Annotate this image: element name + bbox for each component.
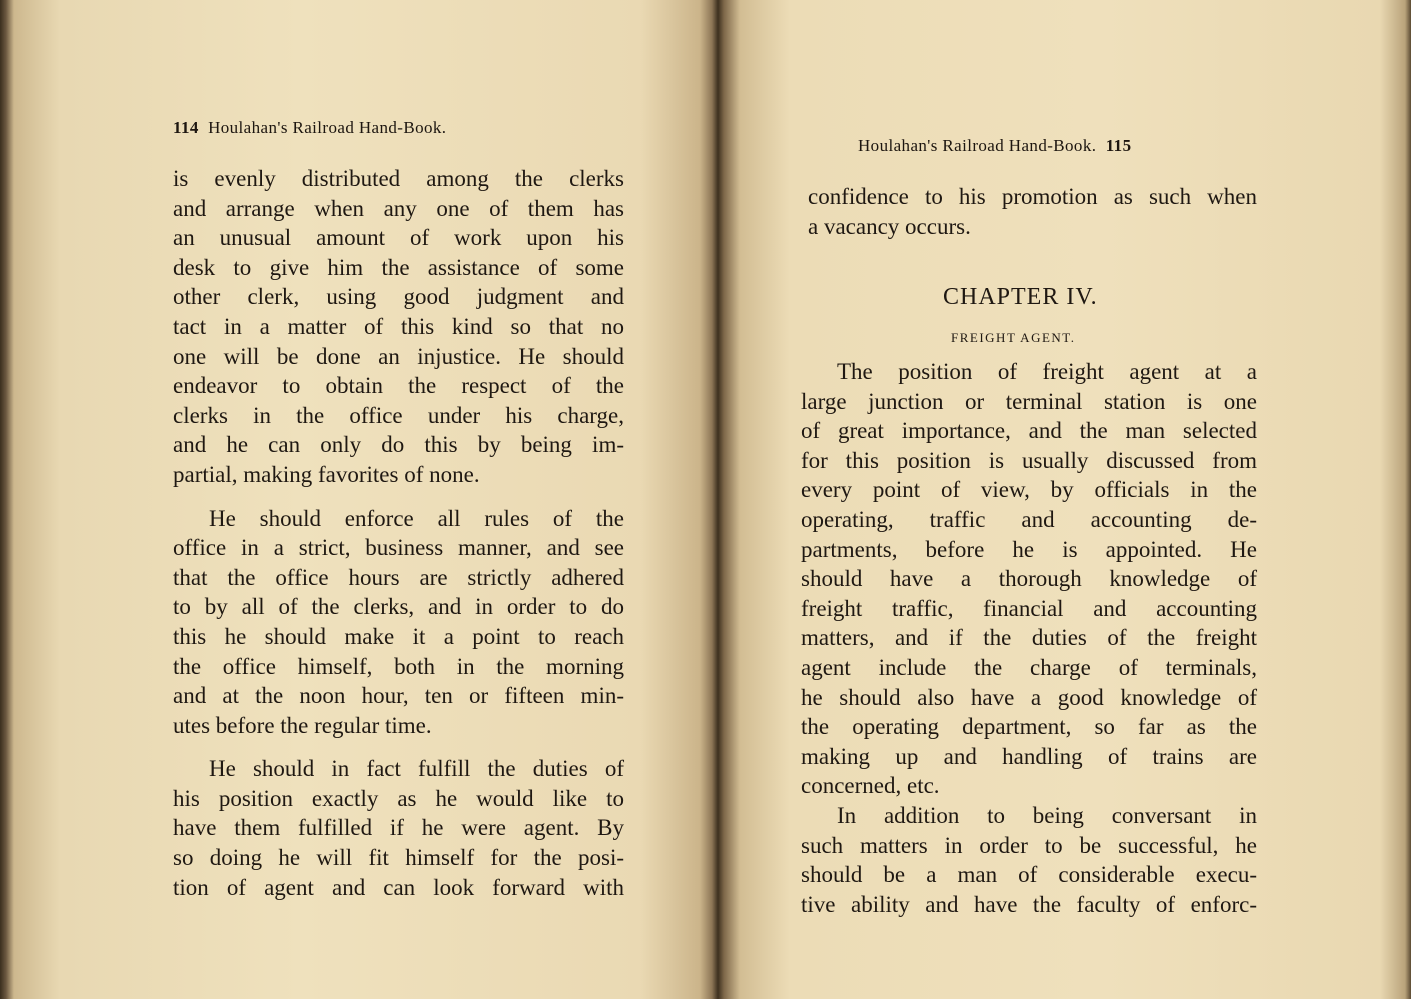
text-line: agent include the charge of terminals, [801, 654, 1257, 680]
chapter-subtitle: FREIGHT AGENT. [951, 330, 1076, 345]
right-page-body [801, 357, 1257, 919]
text-line: should have a thorough knowledge of [801, 566, 1257, 592]
right-page-number: 115 [1105, 136, 1132, 155]
left-page-number: 114 [173, 118, 199, 137]
text-line: confidence to his promotion as such when [808, 184, 1257, 209]
text-line: partments, before he is appointed. He [801, 536, 1257, 562]
text-line: an unusual amount of work upon his [173, 225, 624, 251]
text-line: desk to give him the assistance of some [173, 254, 624, 280]
text-line: have them fulfilled if he were agent. By [173, 815, 624, 841]
right-page [718, 0, 1411, 999]
left-running-head [173, 118, 446, 138]
text-line: utes before the regular time. [173, 712, 432, 738]
text-line: large junction or terminal station is one [801, 388, 1257, 414]
right-running-head-title: Houlahan's Railroad Hand-Book. [858, 136, 1097, 155]
text-line: of great importance, and the man selected [801, 418, 1257, 444]
text-line: such matters in order to be successful, he [801, 832, 1257, 858]
text-line: In addition to being conversant in [837, 802, 1257, 828]
text-line: operating, traffic and accounting de- [801, 506, 1257, 532]
text-line: so doing he will fit himself for the posi- [173, 845, 624, 871]
right-page-continuation [808, 182, 1257, 241]
text-line: matters, and if the duties of the freight [801, 625, 1257, 651]
left-page-body [173, 164, 624, 902]
text-line: to by all of the clerks, and in order to do [173, 594, 624, 620]
text-line: his position exactly as he would like to [173, 785, 624, 811]
text-line: He should in fact fulfill the duties of [209, 756, 624, 782]
right-running-head [858, 136, 1131, 156]
text-line: He should enforce all rules of the [209, 505, 624, 531]
text-line: and at the noon hour, ten or fifteen min- [173, 683, 624, 709]
text-line: this he should make it a point to reach [173, 623, 624, 649]
text-line: that the office hours are strictly adhered [173, 564, 624, 590]
text-line: every point of view, by officials in the [801, 477, 1257, 503]
text-line: and he can only do this by being im- [173, 432, 624, 458]
text-line: clerks in the office under his charge, [173, 402, 624, 428]
text-line: freight traffic, financial and accounting [801, 595, 1257, 621]
text-line: partial, making favorites of none. [173, 461, 480, 487]
text-line: for this position is usually discussed from [801, 447, 1257, 473]
text-line: office in a strict, business manner, and see [173, 535, 624, 561]
text-line: tive ability and have the faculty of enforc- [801, 891, 1257, 917]
paragraph-gap [173, 490, 624, 504]
paragraph-gap [173, 740, 624, 754]
text-line: The position of freight agent at a [837, 359, 1257, 384]
text-line: making up and handling of trains are [801, 743, 1257, 769]
chapter-title: CHAPTER IV. [943, 284, 1098, 310]
text-line: one will be done an injustice. He should [173, 343, 624, 369]
text-line: is evenly distributed among the clerks [173, 166, 624, 191]
text-line: endeavor to obtain the respect of the [173, 373, 624, 399]
text-line: a vacancy occurs. [808, 213, 971, 239]
text-line: tion of agent and can look forward with [173, 874, 624, 900]
text-line: should be a man of considerable execu- [801, 862, 1257, 888]
text-line: and arrange when any one of them has [173, 195, 624, 221]
left-running-head-title: Houlahan's Railroad Hand-Book. [208, 118, 447, 137]
text-line: he should also have a good knowledge of [801, 684, 1257, 710]
text-line: the office himself, both in the morning [173, 653, 624, 679]
text-line: concerned, etc. [801, 773, 940, 799]
text-line: the operating department, so far as the [801, 714, 1257, 740]
text-line: other clerk, using good judgment and [173, 284, 624, 310]
text-line: tact in a matter of this kind so that no [173, 313, 624, 339]
